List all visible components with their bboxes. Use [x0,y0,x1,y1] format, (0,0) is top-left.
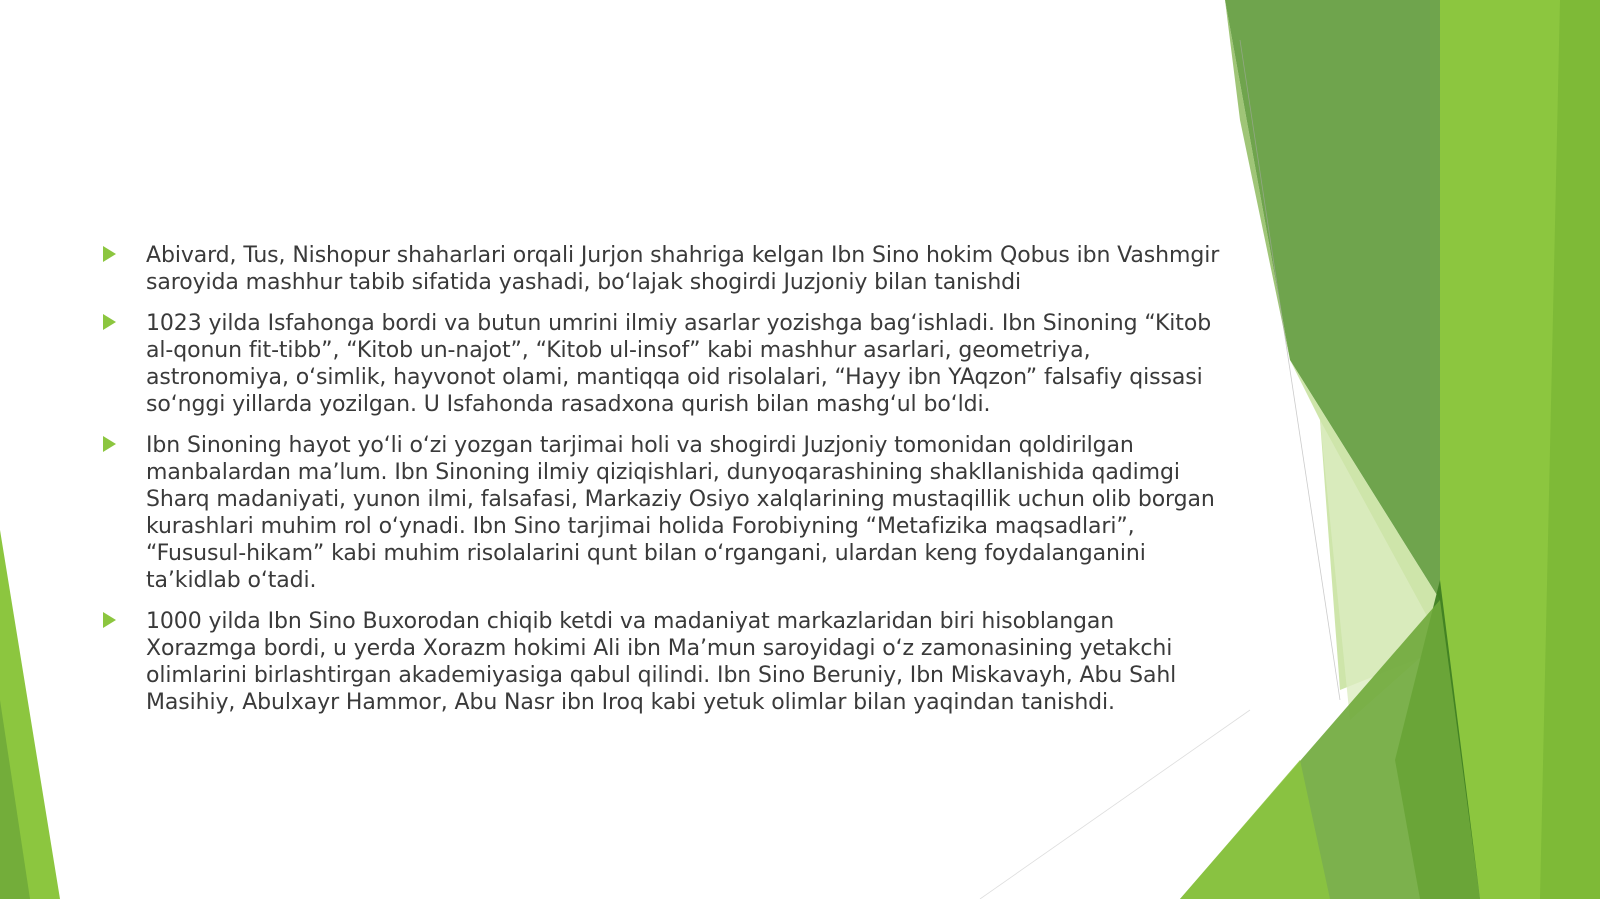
bullet-list [100,242,1220,716]
triangle-bullet-icon [103,314,116,330]
slide-body [100,242,1220,730]
list-item [100,608,1220,716]
bullet-text: 1023 yilda Isfahonga bordi va butun umrini ilmiy asarlar yozishga bag‘ishladi. Ibn Sinoning “Kitob al-qonun fit-tibb”, “Kitob un-najot”, “Kitob ul-insof” kabi mashhur asarlari, geometriya, astronomiya, o‘simlik, hayvonot olami, mantiqqa oid risolalari, “Hayy ibn YAqzon” falsafiy qissasi so‘nggi yillarda yozilgan. U Isfahonda rasadxona qurish bilan mashg‘ul bo‘ldi. [146,311,1212,417]
list-item [100,432,1220,594]
bullet-text: Abivard, Tus, Nishopur shaharlari orqali Jurjon shahriga kelgan Ibn Sino hokim Qobus ibn Vashmgir saroyida mashhur tabib sifatida yashadi, bo‘lajak shogirdi Juzjoniy bilan tanishdi [146,243,1220,295]
triangle-bullet-icon [103,612,116,628]
bullet-text: 1000 yilda Ibn Sino Buxorodan chiqib ketdi va madaniyat markazlaridan biri hisoblangan Xorazmga bordi, u yerda Xorazm hokimi Ali ibn Ma’mun saroyidagi o‘z zamonasining yetakchi olimlarini birlashtirgan akademiyasiga qabul qilindi. Ibn Sino Beruniy, Ibn Miskavayh, Abu Sahl Masihiy, Abulxayr Hammor, Abu Nasr ibn Iroq kabi yetuk olimlar bilan yaqindan tanishdi. [146,609,1177,715]
list-item [100,242,1220,296]
triangle-bullet-icon [103,436,116,452]
bullet-text: Ibn Sinoning hayot yo‘li o‘zi yozgan tarjimai holi va shogirdi Juzjoniy tomonidan qoldirilgan manbalardan ma’lum. Ibn Sinoning ilmiy qiziqishlari, dunyoqarashining shakllanishida qadimgi Sharq madaniyati, yunon ilmi, falsafasi, Markaziy Osiyo xalqlarining mustaqillik uchun olib borgan kurashlari muhim rol o‘ynadi. Ibn Sino tarjimai holida Forobiyning “Metafizika maqsadlari”, “Fususul-hikam” kabi muhim risolalarini qunt bilan o‘rganganі, ulardan keng foydalanganini ta’kidlab o‘tadi. [146,433,1215,593]
triangle-bullet-icon [103,246,116,262]
list-item [100,310,1220,418]
